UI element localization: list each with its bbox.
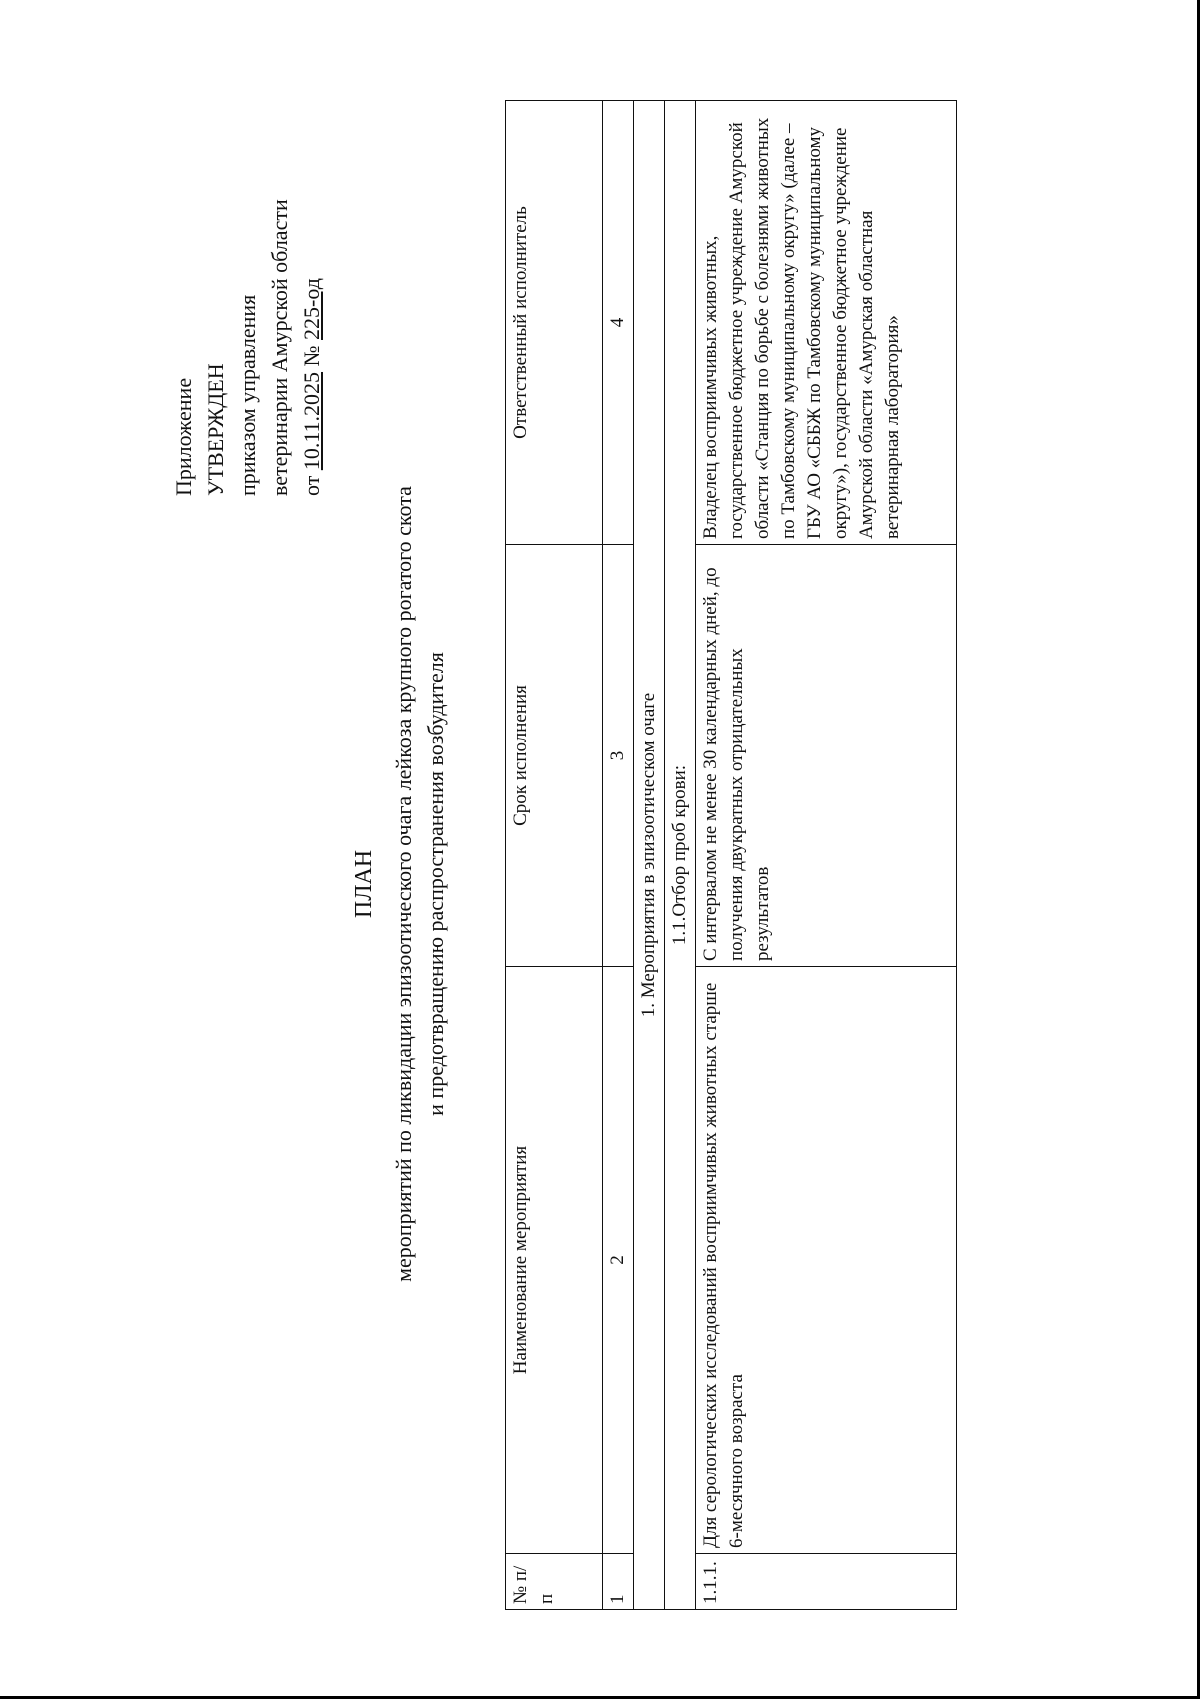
column-number: 4: [603, 101, 634, 545]
header-deadline: Срок исполнения: [506, 545, 603, 967]
document-subtitle-line1: мероприятий по ликвидации эпизоотического очага лейкоза крупного рогатого скота: [391, 486, 416, 1282]
row-executor: Владелец восприимчивых животных, государственное бюджетное учреждение Амурской области «Станция по борьбе с болезнями животных по Тамбовскому муниципальному округу» (далее – ГБУ АО «СББЖ по Тамбовскому муниципальному округу»), государственное бюджетное учреждение Амурской области «Амурская областная ветеринарная лаборатория»: [696, 101, 957, 545]
row-number: 1.1.1.: [696, 1554, 957, 1610]
rotated-page: [0, 69, 1100, 1699]
document-subtitle-line2: и предотвращению распространения возбудителя: [423, 652, 448, 1116]
approval-number: 225-од: [299, 278, 324, 340]
plan-table: [505, 100, 957, 1610]
column-number: 2: [603, 967, 634, 1554]
approval-order: приказом управления: [235, 294, 260, 496]
approval-block: [168, 76, 328, 496]
approval-date: 10.11.2025: [299, 371, 324, 471]
section-row: [634, 101, 665, 1610]
section-title: 1. Мероприятия в эпизоотическом очаге: [634, 101, 665, 1610]
column-number-row: [603, 101, 634, 1610]
table-row: [696, 101, 957, 1610]
header-name: Наименование мероприятия: [506, 967, 603, 1554]
document-title: ПЛАН: [351, 849, 377, 919]
approval-date-line: [296, 76, 328, 496]
approval-authority: ветеринарии Амурской области: [267, 199, 292, 496]
approval-appendix: Приложение: [171, 377, 196, 496]
header-number: № п/п: [506, 1554, 603, 1610]
table-header-row: [506, 101, 603, 1610]
header-executor: Ответственный исполнитель: [506, 101, 603, 545]
row-deadline: С интервалом не менее 30 календарных дней, до получения двукратных отрицательных результатов: [696, 545, 957, 967]
title-block: [348, 69, 452, 1699]
subsection-row: [665, 101, 696, 1610]
column-number: 1: [603, 1554, 634, 1610]
approval-approved: УТВЕРЖДЕН: [203, 363, 228, 496]
subsection-title: 1.1.Отбор проб крови:: [665, 101, 696, 1610]
approval-from: от: [299, 475, 324, 496]
column-number: 3: [603, 545, 634, 967]
approval-num-sign: №: [299, 345, 324, 367]
row-measure-name: Для серологических исследований восприимчивых животных старше 6-месячного возраста: [696, 967, 957, 1554]
